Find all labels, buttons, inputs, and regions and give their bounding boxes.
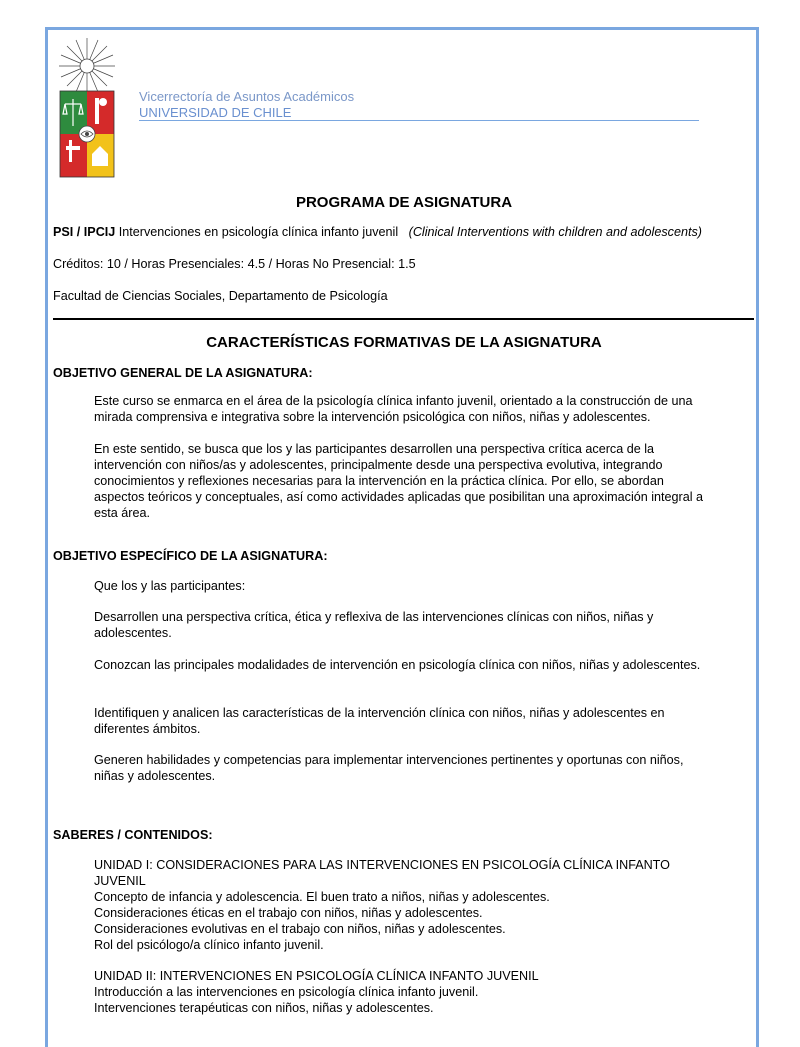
program-title: PROGRAMA DE ASIGNATURA <box>295 194 513 211</box>
section-divider <box>53 318 754 320</box>
unit-2-title: UNIDAD II: INTERVENCIONES EN PSICOLOGÍA CLÍNICA INFANTO JUVENIL <box>94 969 539 983</box>
unit-1-block <box>94 857 716 953</box>
general-objective-paragraph: Este curso se enmarca en el área de la psicología clínica infanto juvenil, orientado a la construcción de una mirada comprensiva e integrativa sobre la intervención psicológica con niños, niñas y adolescentes. <box>94 394 693 424</box>
unit-2-item: Intervenciones terapéuticas con niños, niñas y adolescentes. <box>94 1001 434 1015</box>
course-code: PSI / IPCIJ <box>53 225 116 239</box>
specific-objective-intro: Que los y las participantes: <box>94 579 246 593</box>
specific-objective-item: Conozcan las principales modalidades de intervención en psicología clínica con niños, niñas y adolescentes. <box>94 658 701 672</box>
contents-heading: SABERES / CONTENIDOS: <box>53 828 213 842</box>
unit-1-item: Concepto de infancia y adolescencia. El buen trato a niños, niñas y adolescentes. <box>94 890 550 904</box>
unit-1-item: Consideraciones evolutivas en el trabajo con niños, niñas y adolescentes. <box>94 922 506 936</box>
credits-line: Créditos: 10 / Horas Presenciales: 4.5 / Horas No Presencial: 1.5 <box>53 257 416 271</box>
specific-objective-item: Generen habilidades y competencias para implementar intervenciones pertinentes y oportunas con niños, niñas y adolescentes. <box>94 753 684 783</box>
specific-objective-heading: OBJETIVO ESPECÍFICO DE LA ASIGNATURA: <box>53 549 328 563</box>
faculty-line: Facultad de Ciencias Sociales, Departamento de Psicología <box>53 289 388 303</box>
unit-1-item: Consideraciones éticas en el trabajo con niños, niñas y adolescentes. <box>94 906 483 920</box>
general-objective-heading: OBJETIVO GENERAL DE LA ASIGNATURA: <box>53 366 313 380</box>
unit-1-title: UNIDAD I: CONSIDERACIONES PARA LAS INTERVENCIONES EN PSICOLOGÍA CLÍNICA INFANTO JUVENIL <box>94 858 670 888</box>
course-line <box>53 225 702 239</box>
university-name: UNIVERSIDAD DE CHILE <box>139 105 292 120</box>
unit-2-item: Introducción a las intervenciones en psicología clínica infanto juvenil. <box>94 985 479 999</box>
course-name: Intervenciones en psicología clínica infanto juvenil <box>118 225 399 239</box>
general-objective-paragraph: En este sentido, se busca que los y las participantes desarrollen una perspectiva crítica acerca de la intervención con niños/as y adolescentes, principalmente desde una perspectiva evolutiva, integrando conocimientos y reflexiones necesarias para la intervención en la práctica clínica. Por ello, se abordan aspectos teóricos y conceptuales, así como actividades aplicadas que posibilitan una aproximación integral a esta área. <box>94 442 704 520</box>
characteristics-title: CARACTERÍSTICAS FORMATIVAS DE LA ASIGNATURA <box>206 334 602 351</box>
unit-1-item: Rol del psicólogo/a clínico infanto juvenil. <box>94 938 324 952</box>
vicerrectoria-label: Vicerrectoría de Asuntos Académicos <box>139 89 355 104</box>
university-crest-logo <box>57 36 117 178</box>
specific-objective-item: Desarrollen una perspectiva crítica, ética y reflexiva de las intervenciones clínicas con niños, niñas y adolescentes. <box>94 610 654 640</box>
header-rule <box>139 120 699 121</box>
course-english-name: (Clinical Interventions with children and adolescents) <box>408 225 702 239</box>
specific-objective-item: Identifiquen y analicen las características de la intervención clínica con niños, niñas y adolescentes en diferentes ámbitos. <box>94 706 665 736</box>
unit-2-block <box>94 968 716 1016</box>
